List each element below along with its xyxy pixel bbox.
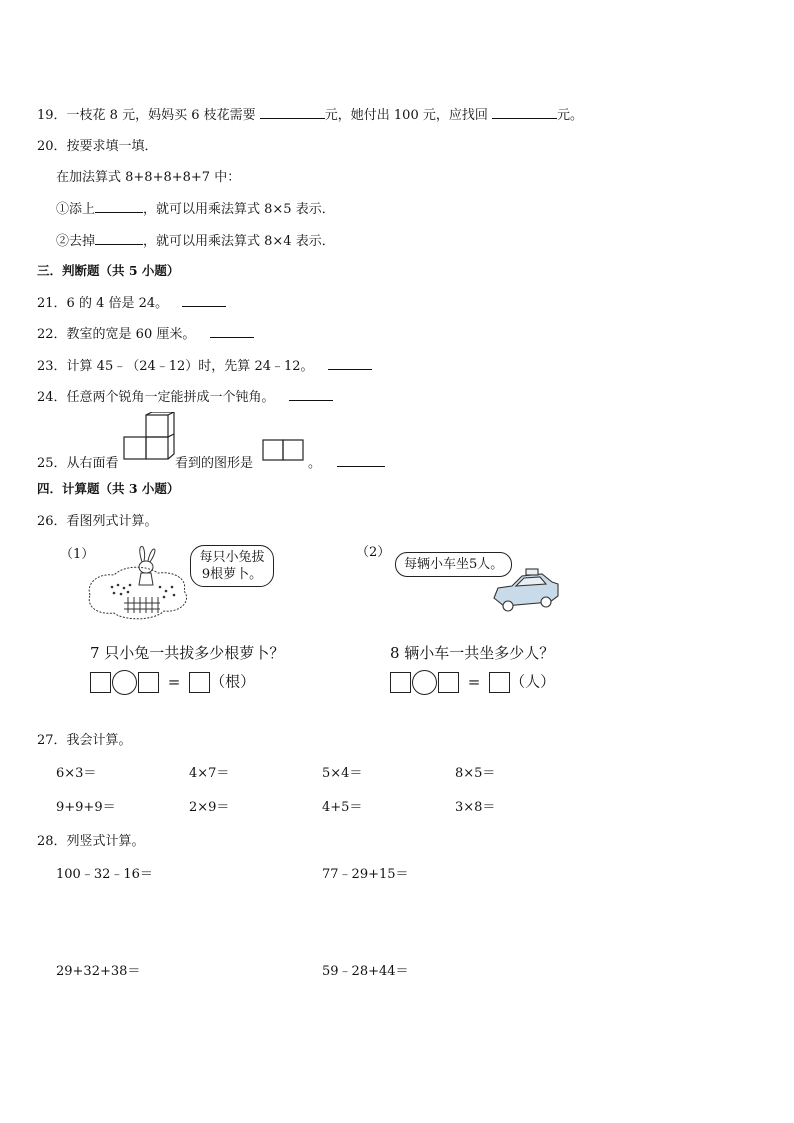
operator-circle[interactable] <box>112 670 137 695</box>
q26-part2-question: 8 辆小车一共坐多少人？ <box>390 644 555 662</box>
q26-part1-label: （1） <box>60 547 95 562</box>
question-text: ②去掉 <box>56 234 96 249</box>
answer-blank[interactable] <box>492 107 557 119</box>
question-text: ，就可以用乘法算式 8×4 表示． <box>143 234 335 249</box>
q20-intro: 在加法算式 8+8+8+8+7 中： <box>56 170 241 185</box>
answer-box[interactable] <box>189 672 210 693</box>
bubble-text: 每只小兔拔 <box>199 550 265 565</box>
question-text: 列竖式计算。 <box>66 834 145 849</box>
question-text: 计算 45﹣（24﹣12）时，先算 24﹣12。 <box>66 359 314 374</box>
answer-blank[interactable] <box>210 326 254 338</box>
vertical-calc-item: 59﹣28+44＝ <box>322 964 409 979</box>
question-text: 我会计算。 <box>66 733 132 748</box>
question-number: 20． <box>37 139 67 154</box>
answer-box[interactable] <box>438 672 459 693</box>
answer-box[interactable] <box>90 672 111 693</box>
q20-line1 <box>56 198 335 217</box>
speech-bubble-car: 每辆小车坐5人。 <box>395 552 512 577</box>
question-text: 。 <box>308 456 322 471</box>
taxi-car-illustration <box>490 568 562 616</box>
question-22 <box>37 323 254 342</box>
question-text: 教室的宽是 60 厘米。 <box>66 327 196 342</box>
operator-circle[interactable] <box>412 670 437 695</box>
question-text: ，就可以用乘法算式 8×5 表示． <box>143 202 335 217</box>
question-24 <box>37 386 333 405</box>
equals-sign: = <box>167 672 181 691</box>
question-number: 24． <box>37 390 67 405</box>
calc-item: 9+9+9＝ <box>56 800 116 815</box>
question-number: 21． <box>37 296 67 311</box>
calc-item: 5×4＝ <box>322 766 363 781</box>
answer-blank[interactable] <box>95 233 143 245</box>
q25-text-c <box>308 452 385 471</box>
question-text: 一枝花 8 元，妈妈买 6 枝花需要 <box>66 108 256 123</box>
answer-blank[interactable] <box>337 455 385 467</box>
question-number: 22． <box>37 327 67 342</box>
question-text: 从右面看 <box>66 456 119 471</box>
calc-item: 6×3＝ <box>56 766 97 781</box>
vertical-calc-item: 29+32+38＝ <box>56 964 141 979</box>
question-text: 看图列式计算。 <box>66 514 158 529</box>
q20-line2 <box>56 230 335 249</box>
calc-item: 4×7＝ <box>189 766 230 781</box>
section-heading-3: 三．判断题（共 5 小题） <box>37 263 180 278</box>
vertical-calc-item: 100﹣32﹣16＝ <box>56 867 153 882</box>
question-20-title <box>37 135 158 154</box>
answer-blank[interactable] <box>289 389 333 401</box>
answer-blank[interactable] <box>95 201 143 213</box>
question-text: 元，她付出 100 元，应找回 <box>324 108 488 123</box>
vertical-calc-item: 77﹣29+15＝ <box>322 867 409 882</box>
side-view-figure <box>262 439 304 461</box>
question-text: 6 的 4 倍是 24。 <box>66 296 169 311</box>
answer-blank[interactable] <box>260 107 325 119</box>
question-25 <box>37 452 119 471</box>
q26-part1-question: 7 只小兔一共拔多少根萝卜？ <box>90 644 285 662</box>
question-28-title <box>37 830 145 849</box>
q25-text-b: 看到的图形是 <box>175 456 254 471</box>
answer-box[interactable] <box>138 672 159 693</box>
question-21 <box>37 292 226 311</box>
question-number: 19． <box>37 108 67 123</box>
section-heading-4: 四．计算题（共 3 小题） <box>37 481 180 496</box>
calc-item: 2×9＝ <box>189 800 230 815</box>
q26-part2-label: （2） <box>356 545 391 560</box>
question-23 <box>37 355 372 374</box>
unit-label: （根） <box>210 672 256 691</box>
calc-item: 4+5＝ <box>322 800 363 815</box>
question-number: 23． <box>37 359 67 374</box>
question-text: ①添上 <box>56 202 96 217</box>
bubble-text: 9根萝卜。 <box>201 567 263 582</box>
calc-item: 8×5＝ <box>455 766 496 781</box>
question-number: 26． <box>37 514 67 529</box>
answer-blank[interactable] <box>328 358 372 370</box>
question-text: 元。 <box>556 108 583 123</box>
unit-label: （人） <box>510 672 556 691</box>
question-number: 27． <box>37 733 67 748</box>
calc-item: 3×8＝ <box>455 800 496 815</box>
q26-part1-equation <box>90 670 255 695</box>
question-text: 按要求填一填． <box>66 139 158 154</box>
answer-box[interactable] <box>489 672 510 693</box>
rabbit-field-illustration <box>84 545 194 623</box>
answer-box[interactable] <box>390 672 411 693</box>
answer-blank[interactable] <box>182 295 226 307</box>
question-27-title <box>37 729 132 748</box>
question-26-title <box>37 510 158 529</box>
equals-sign: = <box>467 672 481 691</box>
speech-bubble-rabbit <box>190 545 274 587</box>
question-text: 任意两个锐角一定能拼成一个钝角。 <box>66 390 275 405</box>
question-number: 25． <box>37 456 67 471</box>
question-19 <box>37 104 583 123</box>
q26-part2-equation <box>390 670 555 695</box>
question-number: 28． <box>37 834 67 849</box>
cube-stack-figure <box>123 412 175 460</box>
